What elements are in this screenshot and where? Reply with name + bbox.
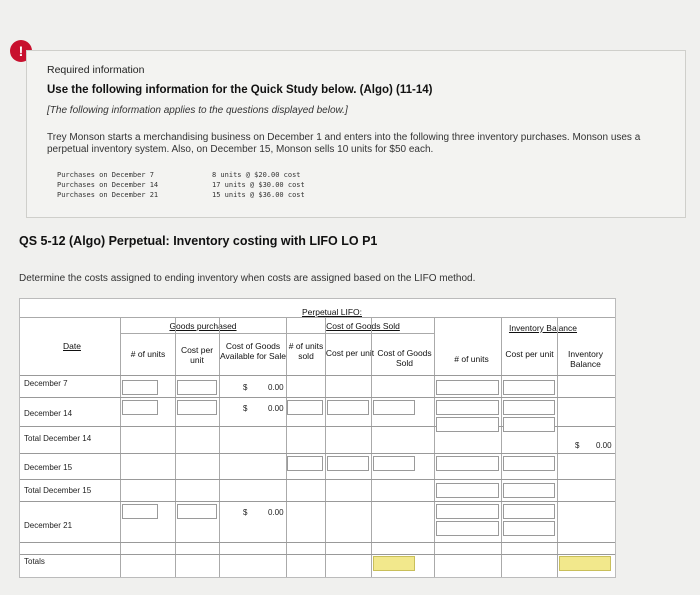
- required-info-label: Required information: [47, 64, 145, 76]
- units-inventory-header: # of units: [454, 354, 489, 364]
- total-dec14-inventory-value: 0.00: [596, 441, 612, 450]
- row-divider: [20, 554, 615, 555]
- dec15-inv-units-input[interactable]: [436, 456, 499, 471]
- col-line: [557, 317, 558, 577]
- dec21-cost-input[interactable]: [177, 504, 217, 519]
- dec15-cost-sold-input-a[interactable]: [327, 456, 369, 471]
- col-line: [120, 317, 121, 577]
- alert-icon: !: [10, 40, 32, 62]
- col-line: [325, 317, 326, 577]
- cost-per-unit-purchased-header: Cost per unit: [180, 345, 214, 365]
- dec21-units-input[interactable]: [122, 504, 158, 519]
- cgas-dec7-value: 0.00: [268, 383, 284, 392]
- dec14-cost-sold-input[interactable]: [327, 400, 369, 415]
- header-divider: [20, 317, 615, 318]
- purchase-row: [57, 170, 305, 180]
- row-label-total-december-14: Total December 14: [24, 434, 92, 443]
- lifo-worksheet-table: [19, 298, 616, 578]
- col-line: [371, 317, 372, 577]
- dec14-inv-cost-input-a[interactable]: [503, 400, 555, 415]
- goods-purchased-header: Goods purchased: [169, 321, 237, 331]
- purchase-desc: Purchases on December 7: [57, 171, 154, 179]
- required-info-note: [The following information applies to the questions displayed below.]: [47, 105, 348, 116]
- perpetual-lifo-header: Perpetual LIFO:: [301, 307, 362, 317]
- cogs-header: Cost of Goods Sold: [377, 348, 432, 368]
- dec7-inv-units-input[interactable]: [436, 380, 499, 395]
- dec14-units-input[interactable]: [122, 400, 158, 415]
- required-info-title: Use the following information for the Quick Study below. (Algo) (11-14): [47, 84, 433, 96]
- purchase-detail: 8 units @ $20.00 cost: [212, 171, 301, 179]
- totals-cogs-input[interactable]: [373, 556, 415, 571]
- dec14-units-sold-input[interactable]: [287, 400, 323, 415]
- dec21-inv-cost-input-a[interactable]: [503, 504, 555, 519]
- dec15-cogs-input-a[interactable]: [373, 456, 415, 471]
- total-dec15-inv-cost-input[interactable]: [503, 483, 555, 498]
- dec7-inv-cost-input[interactable]: [503, 380, 555, 395]
- cost-per-unit-sold-header: Cost per unit: [325, 348, 375, 358]
- required-info-paragraph: Trey Monson starts a merchandising business on December 1 and enters into the following three inventory purchases. Monson uses a perpetual inventory system. Also, on December 15, Monson sells 10 units for $50 each.: [47, 132, 641, 155]
- row-label-december-7: December 7: [24, 379, 68, 388]
- purchases-list: [57, 170, 305, 200]
- dec15-inv-cost-input[interactable]: [503, 456, 555, 471]
- row-divider: [20, 542, 615, 543]
- units-purchased-header: # of units: [130, 349, 166, 359]
- row-divider: [20, 453, 615, 454]
- dollar-sign: $: [575, 441, 580, 450]
- dec21-inv-units-input-a[interactable]: [436, 504, 499, 519]
- row-label-total-december-15: Total December 15: [24, 486, 92, 495]
- dec7-units-input[interactable]: [122, 380, 158, 395]
- dec21-inv-units-input-b[interactable]: [436, 521, 499, 536]
- cgas-dec14-value: 0.00: [268, 404, 284, 413]
- question-title: QS 5-12 (Algo) Perpetual: Inventory costing with LIFO LO P1: [19, 234, 378, 248]
- dollar-sign: $: [243, 508, 248, 517]
- col-line: [286, 317, 287, 577]
- cogs-group-header: Cost of Goods Sold: [326, 321, 400, 331]
- dollar-sign: $: [243, 404, 248, 413]
- col-line: [175, 317, 176, 577]
- dec14-inv-units-input-b[interactable]: [436, 417, 499, 432]
- col-line: [501, 317, 502, 577]
- dec14-inv-cost-input-b[interactable]: [503, 417, 555, 432]
- date-column-header: Date: [63, 341, 81, 351]
- purchase-desc: Purchases on December 14: [57, 181, 159, 189]
- dec14-inv-units-input-a[interactable]: [436, 400, 499, 415]
- dec15-units-sold-input-a[interactable]: [287, 456, 323, 471]
- dec21-inv-cost-input-b[interactable]: [503, 521, 555, 536]
- row-label-december-15: December 15: [24, 463, 73, 472]
- question-instruction: Determine the costs assigned to ending inventory when costs are assigned based on the LIFO method.: [19, 273, 476, 284]
- purchase-row: [57, 180, 305, 190]
- row-label-december-21: December 21: [24, 521, 73, 530]
- group-divider: [121, 333, 434, 334]
- cgas-dec21-value: 0.00: [268, 508, 284, 517]
- dec14-cogs-input[interactable]: [373, 400, 415, 415]
- purchase-detail: 15 units @ $36.00 cost: [212, 191, 305, 199]
- cost-per-unit-inventory-header: Cost per unit: [505, 349, 554, 359]
- inventory-balance-group-header: Inventory Balance: [508, 323, 578, 333]
- dec7-cost-input[interactable]: [177, 380, 217, 395]
- purchase-detail: 17 units @ $30.00 cost: [212, 181, 305, 189]
- row-divider: [20, 479, 615, 480]
- row-divider: [20, 501, 615, 502]
- units-sold-header: # of units sold: [288, 341, 324, 361]
- col-line: [434, 317, 435, 577]
- row-divider: [20, 375, 615, 376]
- col-line: [219, 317, 220, 577]
- dec14-cost-input[interactable]: [177, 400, 217, 415]
- row-label-totals: Totals: [24, 557, 45, 566]
- row-label-december-14: December 14: [24, 409, 73, 418]
- dollar-sign: $: [243, 383, 248, 392]
- inventory-balance-header: Inventory Balance: [568, 349, 603, 369]
- required-info-panel: [26, 50, 686, 218]
- totals-inventory-input[interactable]: [559, 556, 611, 571]
- total-dec15-inv-units-input[interactable]: [436, 483, 499, 498]
- cgas-header: Cost of Goods Available for Sale: [220, 341, 286, 361]
- purchase-desc: Purchases on December 21: [57, 191, 159, 199]
- row-divider: [20, 397, 615, 398]
- purchase-row: [57, 190, 305, 200]
